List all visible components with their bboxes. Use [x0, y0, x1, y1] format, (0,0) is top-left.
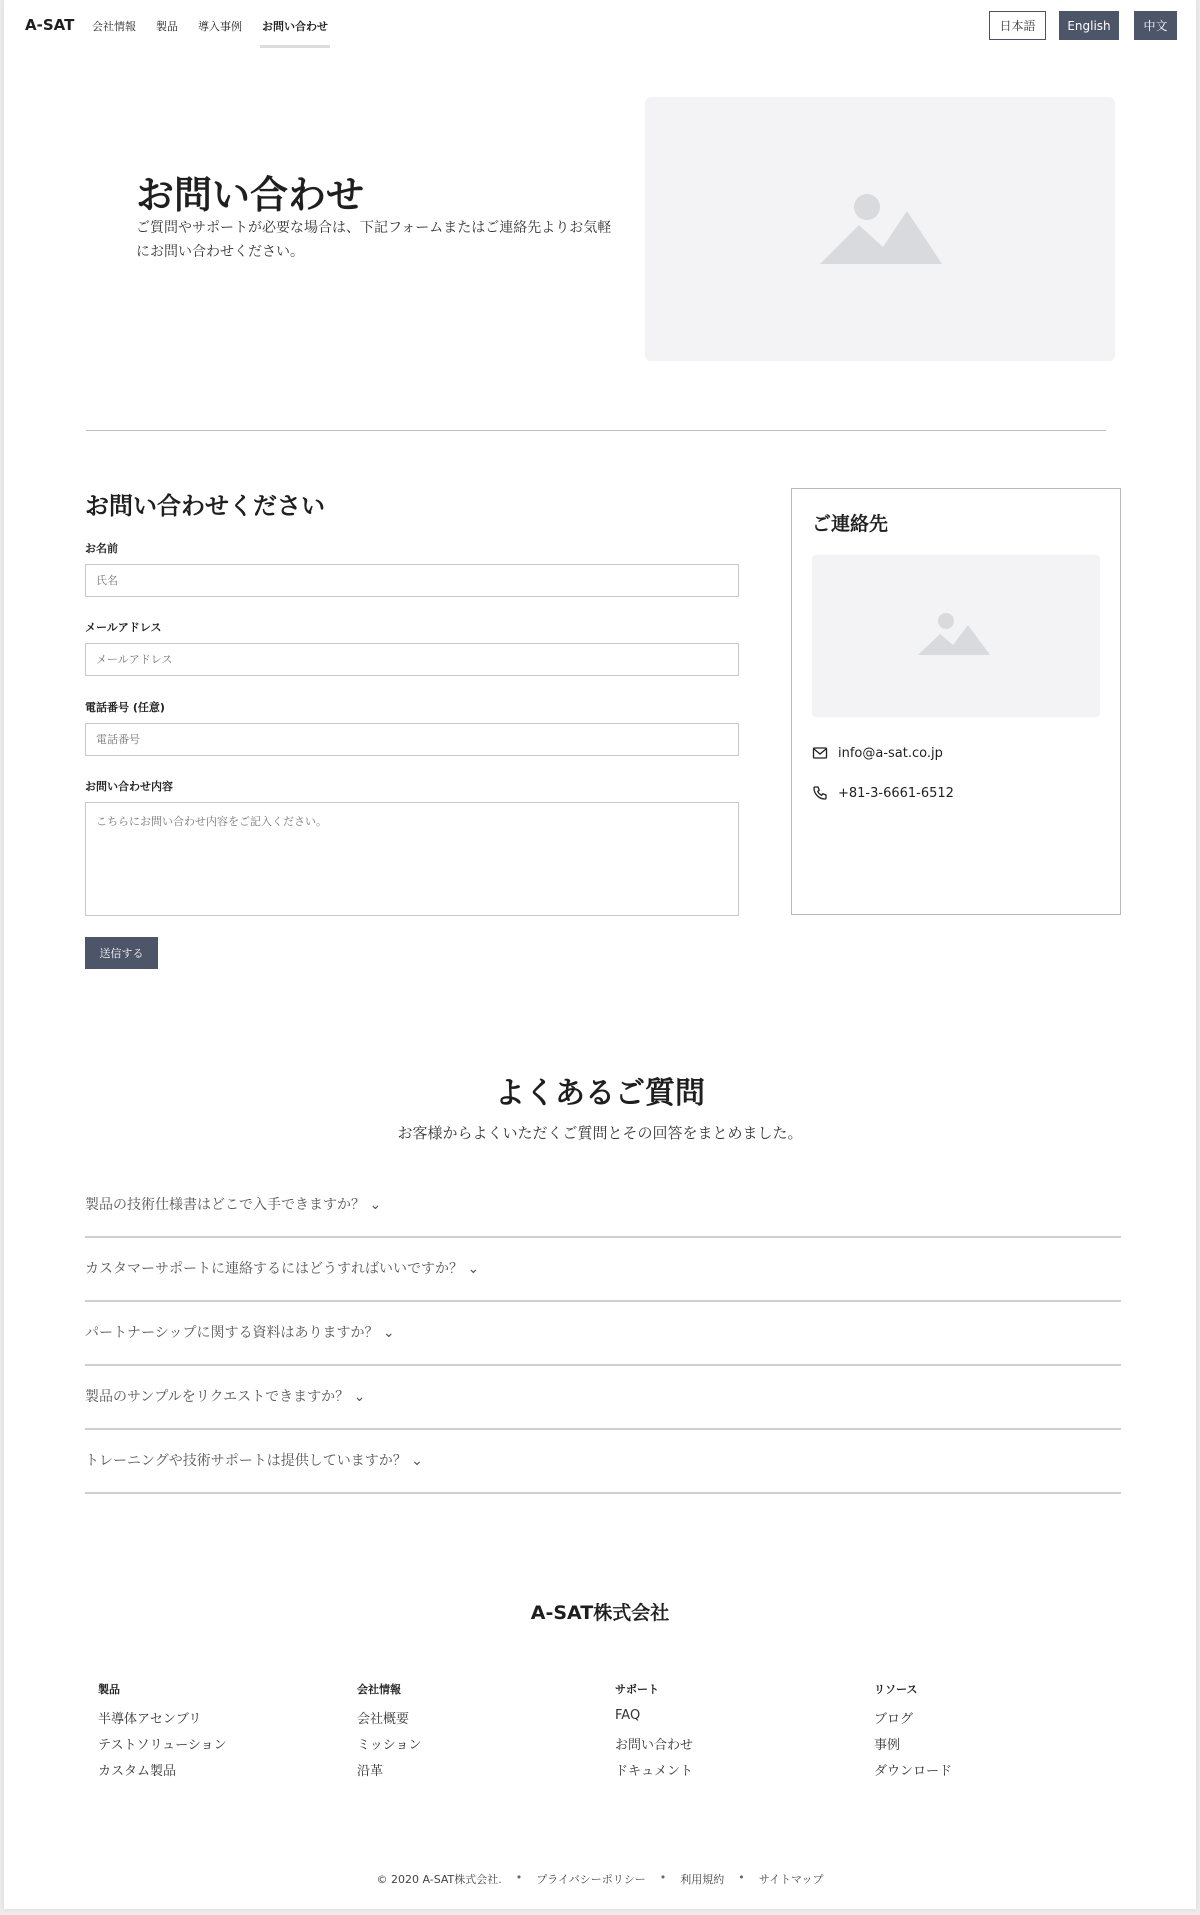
- email-field[interactable]: [85, 643, 739, 676]
- footer-link[interactable]: 会社概要: [357, 1712, 410, 1727]
- nav-links: [92, 18, 328, 34]
- name-field[interactable]: [85, 564, 739, 597]
- section-divider: [86, 430, 1106, 431]
- footer-link[interactable]: カスタム製品: [98, 1764, 177, 1779]
- separator-dot: •: [659, 1871, 667, 1884]
- footer-column-heading: 会社情報: [357, 1683, 401, 1696]
- faq-question: 製品のサンプルをリクエストできますか？ ⌄: [85, 1389, 366, 1405]
- faq-question: カスタマーサポートに連絡するにはどうすればいいですか？ ⌄: [85, 1261, 480, 1277]
- mail-icon: [812, 745, 828, 761]
- image-placeholder-icon: [645, 97, 1115, 361]
- name-label: お名前: [85, 542, 118, 555]
- faq-question: パートナーシップに関する資料はありますか？ ⌄: [85, 1325, 395, 1341]
- chevron-down-icon: ⌄: [411, 1453, 423, 1469]
- message-field[interactable]: [85, 802, 739, 916]
- lang-japanese-button[interactable]: 日本語: [989, 11, 1046, 40]
- phone-field[interactable]: [85, 723, 739, 756]
- footer-column-support: [615, 1681, 693, 1786]
- footer-column-products: [98, 1681, 227, 1786]
- footer-link[interactable]: テストソリューション: [98, 1738, 227, 1753]
- footer-column-heading: 製品: [98, 1683, 120, 1696]
- nav-item-contact[interactable]: お問い合わせ: [262, 20, 328, 33]
- top-nav: [4, 0, 1196, 50]
- sitemap-link[interactable]: サイトマップ: [758, 1873, 824, 1886]
- copyright-text: © 2020 A-SAT株式会社.: [376, 1873, 502, 1886]
- page-title: お問い合わせ: [136, 173, 365, 217]
- chevron-down-icon: ⌄: [467, 1261, 480, 1277]
- footer-column-resources: [874, 1681, 952, 1786]
- nav-item-cases[interactable]: 導入事例: [198, 20, 242, 33]
- faq-question: トレーニングや技術サポートは提供していますか？ ⌄: [85, 1453, 423, 1469]
- lang-chinese-button[interactable]: 中文: [1134, 11, 1177, 40]
- footer-link[interactable]: ドキュメント: [615, 1764, 694, 1779]
- footer-link[interactable]: 事例: [874, 1738, 901, 1753]
- contact-phone-row[interactable]: [812, 785, 954, 801]
- privacy-policy-link[interactable]: プライバシーポリシー: [536, 1873, 646, 1886]
- nav-item-products[interactable]: 製品: [156, 20, 178, 33]
- terms-link[interactable]: 利用規約: [680, 1873, 725, 1886]
- faq-subtitle: お客様からよくいただくご質問とその回答をまとめました。: [397, 1124, 803, 1142]
- faq-title: よくあるご質問: [495, 1076, 705, 1111]
- contact-title: ご連絡先: [812, 513, 889, 535]
- chevron-down-icon: ⌄: [382, 1325, 395, 1341]
- faq-question: 製品の技術仕様書はどこで入手できますか？ ⌄: [85, 1197, 382, 1213]
- separator-dot: •: [738, 1871, 745, 1884]
- footer-link[interactable]: 沿革: [357, 1764, 384, 1779]
- footer-link[interactable]: ダウンロード: [874, 1764, 953, 1779]
- footer-column-company: [357, 1681, 421, 1786]
- lang-english-button[interactable]: English: [1059, 11, 1119, 40]
- footer-link[interactable]: ブログ: [874, 1712, 914, 1727]
- faq-item[interactable]: [85, 1366, 1121, 1430]
- faq-item[interactable]: [85, 1430, 1121, 1494]
- contact-phone[interactable]: +81-3-6661-6512: [838, 785, 954, 801]
- message-label: お問い合わせ内容: [85, 780, 173, 793]
- contact-email[interactable]: info@a-sat.co.jp: [838, 745, 943, 761]
- email-label: メールアドレス: [85, 621, 162, 634]
- nav-item-company[interactable]: 会社情報: [92, 20, 136, 33]
- hero-subtitle: ご質問やサポートが必要な場合は、下記フォームまたはご連絡先よりお気軽にお問い合わせください。: [136, 220, 612, 260]
- footer-column-heading: サポート: [615, 1683, 659, 1696]
- faq-item[interactable]: [85, 1302, 1121, 1366]
- form-title: お問い合わせください: [85, 492, 325, 520]
- footer-link[interactable]: お問い合わせ: [615, 1738, 694, 1753]
- page: [4, 0, 1196, 1909]
- contact-image: [812, 555, 1100, 717]
- hero-image: [645, 97, 1115, 361]
- contact-card: [791, 488, 1121, 915]
- logo[interactable]: A-SAT: [25, 16, 75, 34]
- contact-email-row[interactable]: [812, 745, 943, 761]
- separator-dot: •: [515, 1871, 523, 1884]
- phone-label: 電話番号 (任意): [85, 701, 165, 714]
- faq-item[interactable]: [85, 1238, 1121, 1302]
- footer-link[interactable]: ミッション: [357, 1738, 422, 1753]
- footer-column-heading: リソース: [874, 1683, 918, 1696]
- phone-icon: [812, 785, 828, 801]
- faq-item[interactable]: [85, 1174, 1121, 1238]
- footer-link[interactable]: FAQ: [615, 1708, 641, 1723]
- copyright-bar: [4, 1871, 1196, 1887]
- submit-button[interactable]: 送信する: [85, 937, 158, 969]
- chevron-down-icon: ⌄: [353, 1389, 366, 1405]
- image-placeholder-icon: [812, 555, 1100, 717]
- footer-brand: A-SAT株式会社: [530, 1602, 670, 1624]
- footer-link[interactable]: 半導体アセンブリ: [98, 1712, 202, 1727]
- chevron-down-icon: ⌄: [369, 1197, 382, 1213]
